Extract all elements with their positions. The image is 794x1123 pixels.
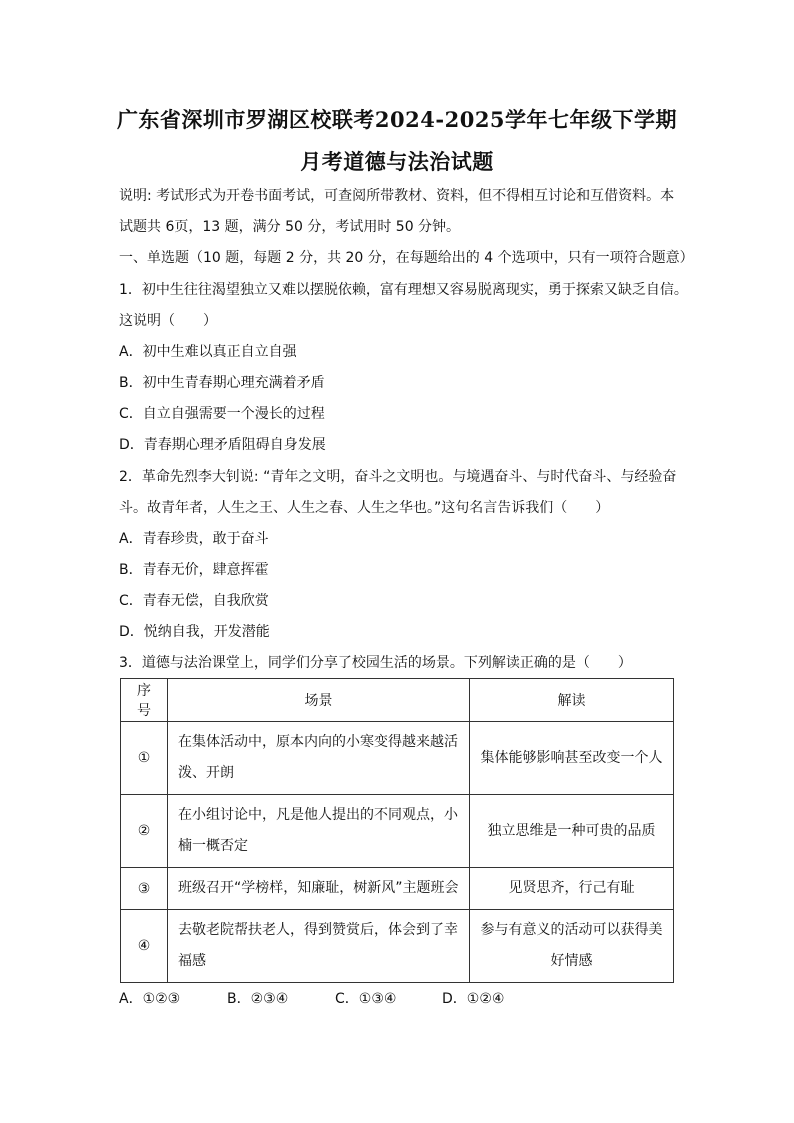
header-scene: 场景 <box>168 679 470 722</box>
q2-option-b: B．青春无价，肆意挥霍 <box>119 562 269 578</box>
row-number: ④ <box>121 910 168 983</box>
q2-option-d: D．悦纳自我，开发潜能 <box>119 624 270 640</box>
q2-option-c: C．青春无偿，自我欣赏 <box>119 593 269 609</box>
row-scene: 在集体活动中，原本内向的小寒变得越来越活泼、开朗 <box>168 722 470 795</box>
header-reading: 解读 <box>470 679 674 722</box>
section-heading: 一、单选题（10 题，每题 2 分，共 20 分，在每题给出的 4 个选项中，只有一项符合题意） <box>119 250 694 266</box>
header-number: 序号 <box>121 679 168 722</box>
table-row <box>121 795 674 868</box>
q1-option-d: D．青春期心理矛盾阻碍自身发展 <box>119 437 326 453</box>
q3-option-b: B．②③④ <box>227 991 289 1007</box>
q3-option-c: C．①③④ <box>335 991 397 1007</box>
q2-option-a: A．青春珍贵，敢于奋斗 <box>119 531 269 547</box>
q1-stem-2: 这说明（ ） <box>119 313 217 329</box>
q1-option-a: A．初中生难以真正自立自强 <box>119 344 297 360</box>
q2-stem-2: 斗。故青年者，人生之王、人生之春、人生之华也。”这句名言告诉我们（ ） <box>119 500 610 516</box>
title-line-2: 月考道德与法治试题 <box>300 149 494 174</box>
table-header-row <box>121 679 674 722</box>
row-reading: 独立思维是一种可贵的品质 <box>470 795 674 868</box>
q1-stem-1: 1．初中生往往渴望独立又难以摆脱依赖，富有理想又容易脱离现实，勇于探索又缺乏自信。 <box>119 282 688 298</box>
row-scene: 去敬老院帮扶老人，得到赞赏后，体会到了幸福感 <box>168 910 470 983</box>
q3-option-a: A．①②③ <box>119 991 181 1007</box>
row-number: ② <box>121 795 168 868</box>
row-scene: 班级召开“学榜样，知廉耻，树新风”主题班会 <box>168 868 470 910</box>
title-line-1: 广东省深圳市罗湖区校联考2024-2025学年七年级下学期 <box>116 107 678 132</box>
q3-option-d: D．①②④ <box>442 991 505 1007</box>
q3-stem: 3．道德与法治课堂上，同学们分享了校园生活的场景。下列解读正确的是（ ） <box>119 655 632 671</box>
row-reading: 见贤思齐，行己有耻 <box>470 868 674 910</box>
row-reading: 参与有意义的活动可以获得美好情感 <box>470 910 674 983</box>
q1-option-b: B．初中生青春期心理充满着矛盾 <box>119 375 325 391</box>
row-scene: 在小组讨论中，凡是他人提出的不同观点，小楠一概否定 <box>168 795 470 868</box>
table-row <box>121 868 674 910</box>
row-reading: 集体能够影响甚至改变一个人 <box>470 722 674 795</box>
q3-table <box>120 678 674 983</box>
instructions-line-1: 说明: 考试形式为开卷书面考试，可查阅所带教材、资料，但不得相互讨论和互借资料。本 <box>119 188 675 204</box>
instructions-line-2: 试题共 6页，13 题，满分 50 分，考试用时 50 分钟。 <box>119 219 461 235</box>
q2-stem-1: 2．革命先烈李大钊说: “青年之文明，奋斗之文明也。与境遇奋斗、与时代奋斗、与经验奋 <box>119 469 677 485</box>
table-row <box>121 910 674 983</box>
row-number: ③ <box>121 868 168 910</box>
row-number: ① <box>121 722 168 795</box>
table-row <box>121 722 674 795</box>
q1-option-c: C．自立自强需要一个漫长的过程 <box>119 406 325 422</box>
